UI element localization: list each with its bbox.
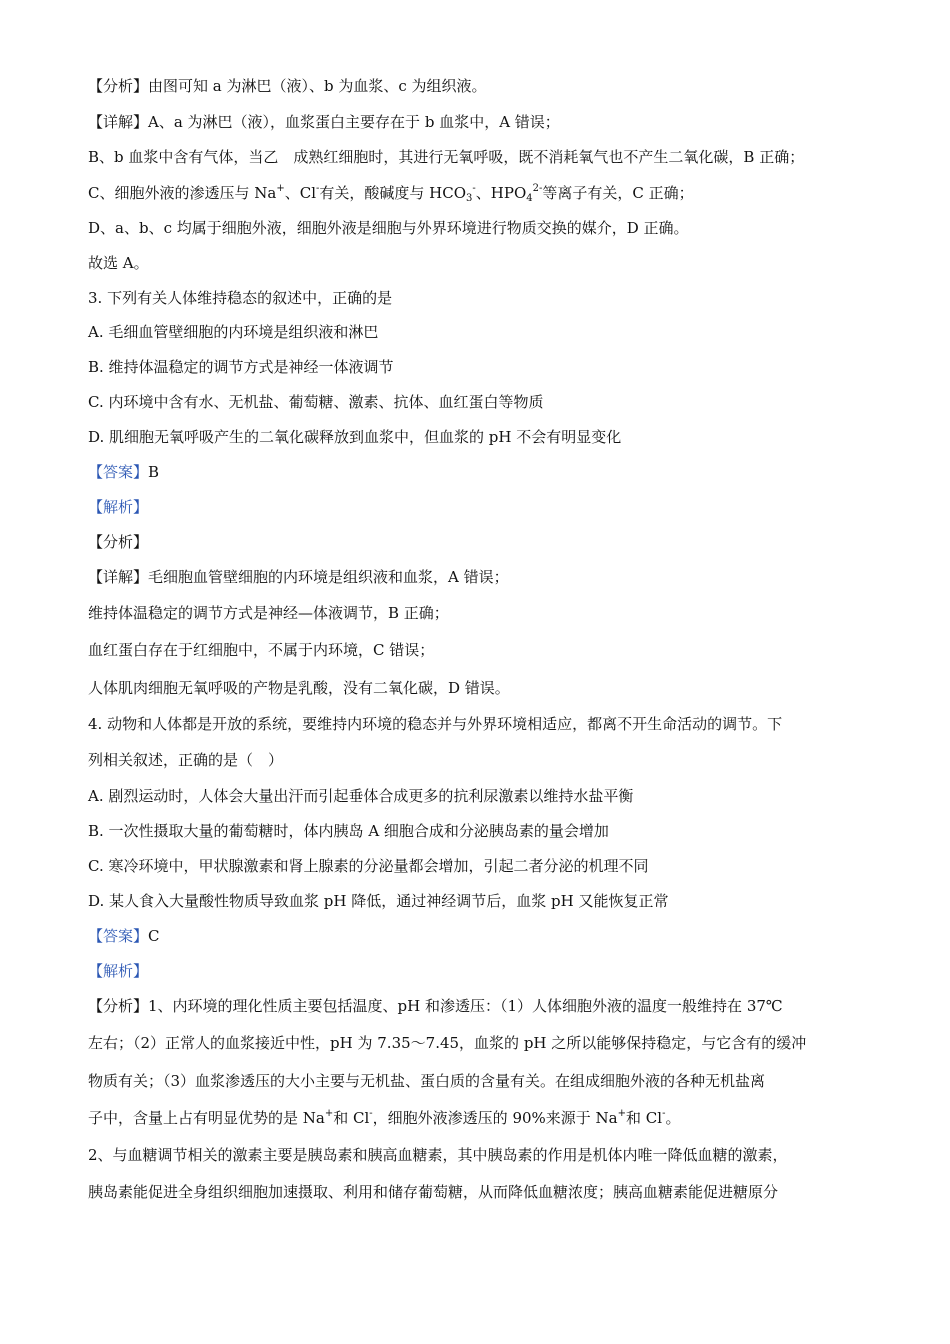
- q4-jiexi-label: 【解析】: [88, 962, 149, 980]
- line-c-text: C、细胞外液的渗透压与 Na: [88, 184, 277, 202]
- q4-fenxi-line3: 物质有关；（3）血浆渗透压的大小主要与无机盐、蛋白质的含量有关。在组成细胞外液的各种无机盐离: [88, 1072, 766, 1090]
- q4-fenxi-line1: [88, 996, 783, 1016]
- fenxi-text: 和 Cl: [626, 1109, 663, 1127]
- xiangjie-text: 毛细胞血管壁细胞的内环境是组织液和血浆，A 错误；: [148, 568, 509, 586]
- superscript: +: [324, 1108, 334, 1119]
- q3-stem: 3. 下列有关人体维持稳态的叙述中，正确的是: [88, 289, 393, 307]
- fenxi-label: 【分析】: [88, 77, 149, 95]
- q3-fenxi-label: 【分析】: [88, 533, 149, 551]
- superscript: -: [316, 183, 320, 194]
- q4-option-d: D. 某人食入大量酸性物质导致血浆 pH 降低，通过神经调节后，血浆 pH 又能恢复正常: [88, 892, 669, 910]
- superscript: -: [662, 1108, 666, 1119]
- q4-answer-line: [88, 926, 160, 946]
- q2-fenxi-line: [88, 76, 487, 96]
- fenxi-text: ，细胞外液渗透压的 90%来源于 Na: [372, 1109, 618, 1127]
- subscript: 3: [466, 193, 473, 204]
- superscript: -: [472, 183, 476, 194]
- q4-point2-line1: 2、与血糖调节相关的激素主要是胰岛素和胰高血糖素，其中胰岛素的作用是机体内唯一降低血糖的激素，: [88, 1146, 788, 1164]
- q4-point2-line2: 胰岛素能促进全身组织细胞加速摄取、利用和储存葡萄糖，从而降低血糖浓度；胰高血糖素能促进糖原分: [88, 1183, 779, 1201]
- line-c-text: 、HPO: [475, 184, 527, 202]
- superscript: +: [617, 1108, 627, 1119]
- q2-line-c: [88, 183, 694, 203]
- line-c-text: 、Cl: [284, 184, 316, 202]
- answer-label: 【答案】: [88, 463, 149, 481]
- answer-value: C: [148, 927, 160, 945]
- q3-option-c: C. 内环境中含有水、无机盐、葡萄糖、激素、抗体、血红蛋白等物质: [88, 393, 544, 411]
- q2-conclusion: 故选 A。: [88, 254, 149, 272]
- q3-explain-d: 人体肌肉细胞无氧呼吸的产物是乳酸，没有二氧化碳，D 错误。: [88, 679, 510, 697]
- q3-explain-c: 血红蛋白存在于红细胞中，不属于内环境，C 错误；: [88, 641, 435, 659]
- answer-value: B: [148, 463, 160, 481]
- q3-answer-line: [88, 462, 159, 482]
- q3-option-a: A. 毛细血管壁细胞的内环境是组织液和淋巴: [88, 323, 379, 341]
- q2-line-d: D、a、b、c 均属于细胞外液，细胞外液是细胞与外界环境进行物质交换的媒介，D 正确。: [88, 219, 689, 237]
- superscript: -: [369, 1108, 373, 1119]
- answer-label: 【答案】: [88, 927, 149, 945]
- q4-stem-line2: 列相关叙述，正确的是（ ）: [88, 751, 284, 769]
- q3-xiangjie-line: [88, 567, 509, 587]
- line-c-text: 等离子有关，C 正确；: [542, 184, 694, 202]
- q2-line-b: B、b 血浆中含有气体，当乙 成熟红细胞时，其进行无氧呼吸，既不消耗氧气也不产生二氧化碳，B 正确；: [88, 148, 805, 166]
- superscript: +: [276, 183, 285, 194]
- superscript: 2-: [532, 183, 543, 194]
- q4-option-a: A. 剧烈运动时，人体会大量出汗而引起垂体合成更多的抗利尿激素以维持水盐平衡: [88, 787, 634, 805]
- q2-xiangjie-line: [88, 112, 560, 132]
- fenxi-label: 【分析】: [88, 997, 149, 1015]
- q4-option-b: B. 一次性摄取大量的葡萄糖时，体内胰岛 A 细胞合成和分泌胰岛素的量会增加: [88, 822, 609, 840]
- q4-stem-line1: 4. 动物和人体都是开放的系统，要维持内环境的稳态并与外界环境相适应，都离不开生命活动的调节。下: [88, 715, 783, 733]
- q4-fenxi-line2: 左右；（2）正常人的血浆接近中性，pH 为 7.35～7.45，血浆的 pH 之所以能够保持稳定，与它含有的缓冲: [88, 1034, 807, 1052]
- line-c-text: 有关，酸碱度与 HCO: [319, 184, 467, 202]
- xiangjie-text: A、a 为淋巴（液），血浆蛋白主要存在于 b 血浆中，A 错误；: [148, 113, 560, 131]
- fenxi-text: 。: [665, 1109, 681, 1127]
- subscript: 4: [526, 193, 533, 204]
- q3-explain-b: 维持体温稳定的调节方式是神经—体液调节，B 正确；: [88, 604, 449, 622]
- fenxi-text: 和 Cl: [333, 1109, 370, 1127]
- fenxi-text: 子中，含量上占有明显优势的是 Na: [88, 1109, 325, 1127]
- xiangjie-label: 【详解】: [88, 113, 149, 131]
- q3-jiexi-label: 【解析】: [88, 498, 149, 516]
- fenxi-text: 由图可知 a 为淋巴（液）、b 为血浆、c 为组织液。: [148, 77, 487, 95]
- q4-option-c: C. 寒冷环境中，甲状腺激素和肾上腺素的分泌量都会增加，引起二者分泌的机理不同: [88, 857, 649, 875]
- xiangjie-label: 【详解】: [88, 568, 149, 586]
- q4-fenxi-line4: [88, 1108, 680, 1128]
- q3-option-d: D. 肌细胞无氧呼吸产生的二氧化碳释放到血浆中，但血浆的 pH 不会有明显变化: [88, 428, 622, 446]
- fenxi-text: 1、内环境的理化性质主要包括温度、pH 和渗透压：（1）人体细胞外液的温度一般维持在 37℃: [148, 997, 783, 1015]
- q3-option-b: B. 维持体温稳定的调节方式是神经一体液调节: [88, 358, 394, 376]
